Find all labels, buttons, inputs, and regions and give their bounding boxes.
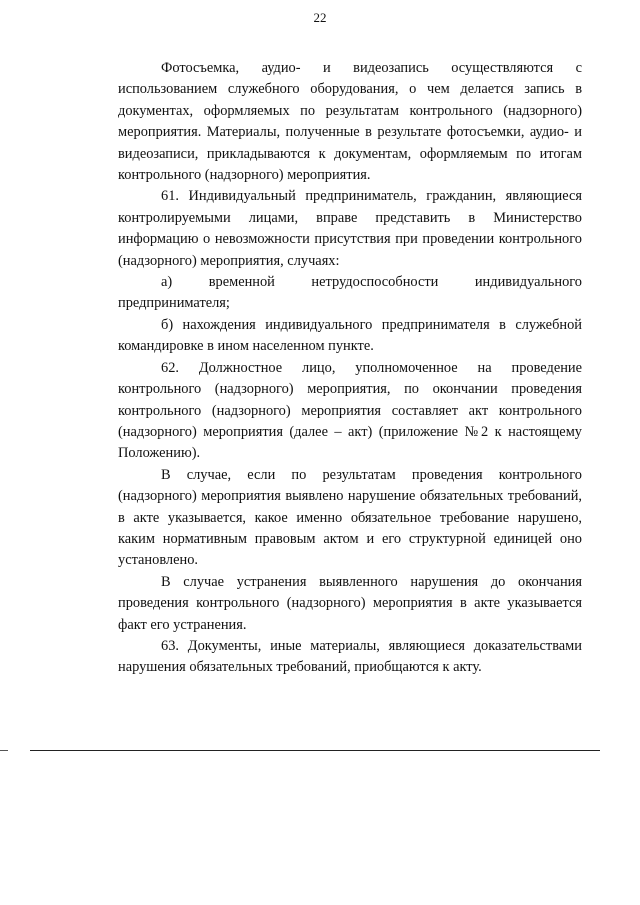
paragraph-61: 61. Индивидуальный предприниматель, гражданин, являющиеся контролируемыми лицами, вправе представить в Министерство информацию о невозможности присутствия при проведении контрольного (надзорного) мероприятия, случаях: <box>118 188 582 269</box>
paragraph-violation-case: В случае, если по результатам проведения контрольного (надзорного) мероприятия выявлено нарушение обязательных требований, в акте указывается, какое именно обязательное требование нарушено, каким нормативным правовым актом и его структурной единицей оно установлено. <box>118 466 582 569</box>
page-number: 22 <box>313 10 327 25</box>
paragraph-62: 62. Должностное лицо, уполномоченное на проведение контрольного (надзорного) мероприятия, по окончании проведения контрольного (надзорного) мероприятия составляет акт контрольного (надзорного) мероприятия (далее – акт) (приложение №2 к настоящему Положению). <box>118 359 582 462</box>
edge-mark <box>0 750 8 751</box>
list-item-b: б) нахождения индивидуального предпринимателя в служебной командировке в ином населенном пункте. <box>118 316 582 355</box>
paragraph-63: 63. Документы, иные материалы, являющиеся доказательствами нарушения обязательных требований, приобщаются к акту. <box>118 637 582 676</box>
paragraph-photo-recording: Фотосъемка, аудио- и видеозапись осуществляются с использованием служебного оборудования, о чем делается запись в документах, оформляемых по результатам контрольного (надзорного) мероприятия. Материалы, полученные в результате фотосъемки, аудио- и видеозаписи, прикладываются к документам, оформляемым по итогам контрольного (надзорного) мероприятия. <box>118 60 582 184</box>
document-body <box>118 58 582 679</box>
list-item-a: а) временной нетрудоспособности индивидуального предпринимателя; <box>118 274 582 312</box>
footer-divider <box>30 750 600 751</box>
paragraph-elimination-case: В случае устранения выявленного нарушения до окончания проведения контрольного (надзорного) мероприятия в акте указывается факт его устранения. <box>118 573 582 633</box>
